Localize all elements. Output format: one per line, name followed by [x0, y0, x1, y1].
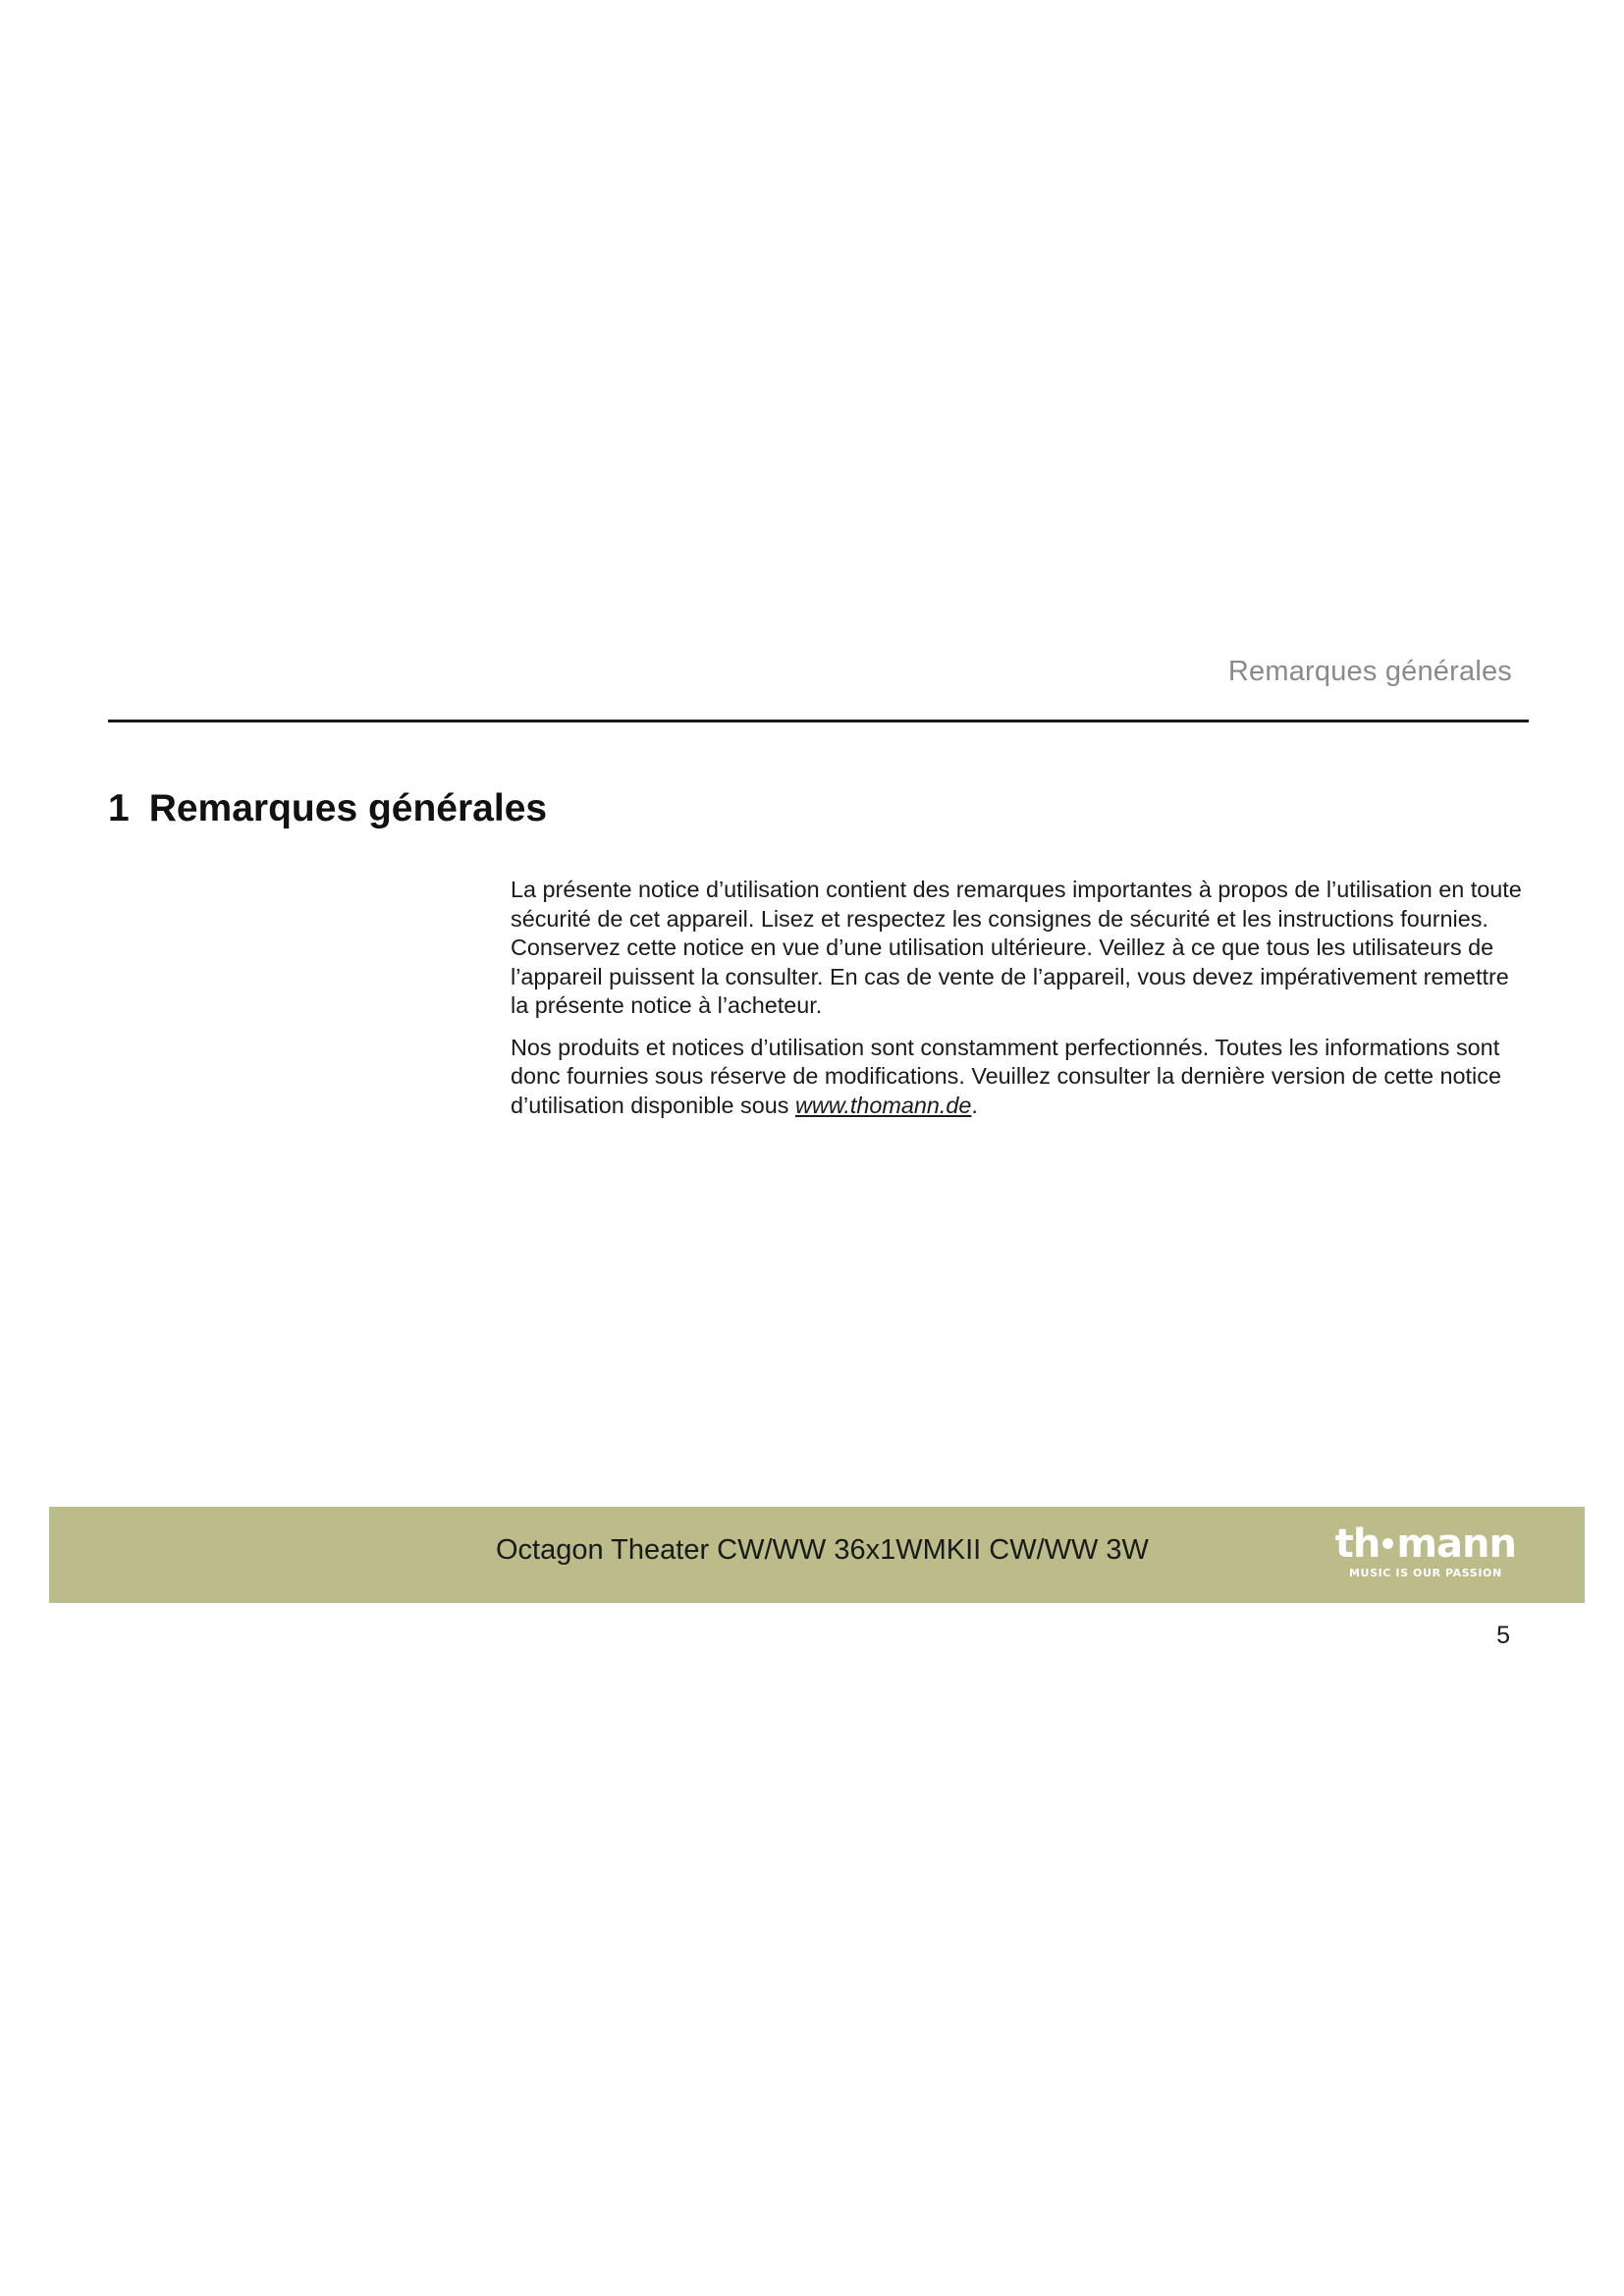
- brand-wordmark: [1334, 1522, 1516, 1567]
- chapter-number: 1: [108, 787, 130, 829]
- header-divider: [108, 720, 1529, 722]
- brand-wordmark-right: mann: [1396, 1522, 1516, 1567]
- product-name: Octagon Theater CW/WW 36x1WMKII CW/WW 3W: [496, 1534, 1149, 1566]
- paragraph-updates: [511, 1034, 1532, 1121]
- thomann-logo: [1335, 1524, 1516, 1579]
- chapter-title: [108, 787, 547, 830]
- brand-wordmark-left: th: [1334, 1522, 1380, 1567]
- brand-tagline: MUSIC IS OUR PASSION: [1348, 1567, 1502, 1579]
- paragraph-updates-end: .: [971, 1092, 978, 1118]
- paragraph-safety-notice: La présente notice d’utilisation contient des remarques importantes à propos de l’utilisation en toute sécurité de cet appareil. Lisez et respectez les consignes de sécurité et les instructions fournies. Conservez cette notice en vue d’une utilisation ultérieure. Veillez à ce que tous les utilisateurs de l’appareil puissent la consulter. En cas de vente de l’appareil, vous devez impérativement remettre la présente notice à l’acheteur.: [511, 877, 1522, 1018]
- chapter-title-text: Remarques générales: [148, 787, 548, 829]
- paragraph-updates-text: Nos produits et notices d’utilisation sont constamment perfectionnés. Toutes les informations sont donc fournies sous réserve de modifications. Veuillez consulter la dernière version de cette notice d’utilisation disponible sous: [511, 1034, 1501, 1118]
- running-header: Remarques générales: [1227, 656, 1512, 687]
- thomann-website-link[interactable]: www.thomann.de: [794, 1092, 972, 1118]
- page-number: 5: [1496, 1622, 1510, 1649]
- footer-band: [49, 1507, 1585, 1603]
- brand-dot-icon: [1382, 1538, 1393, 1549]
- body-text: [511, 876, 1532, 1133]
